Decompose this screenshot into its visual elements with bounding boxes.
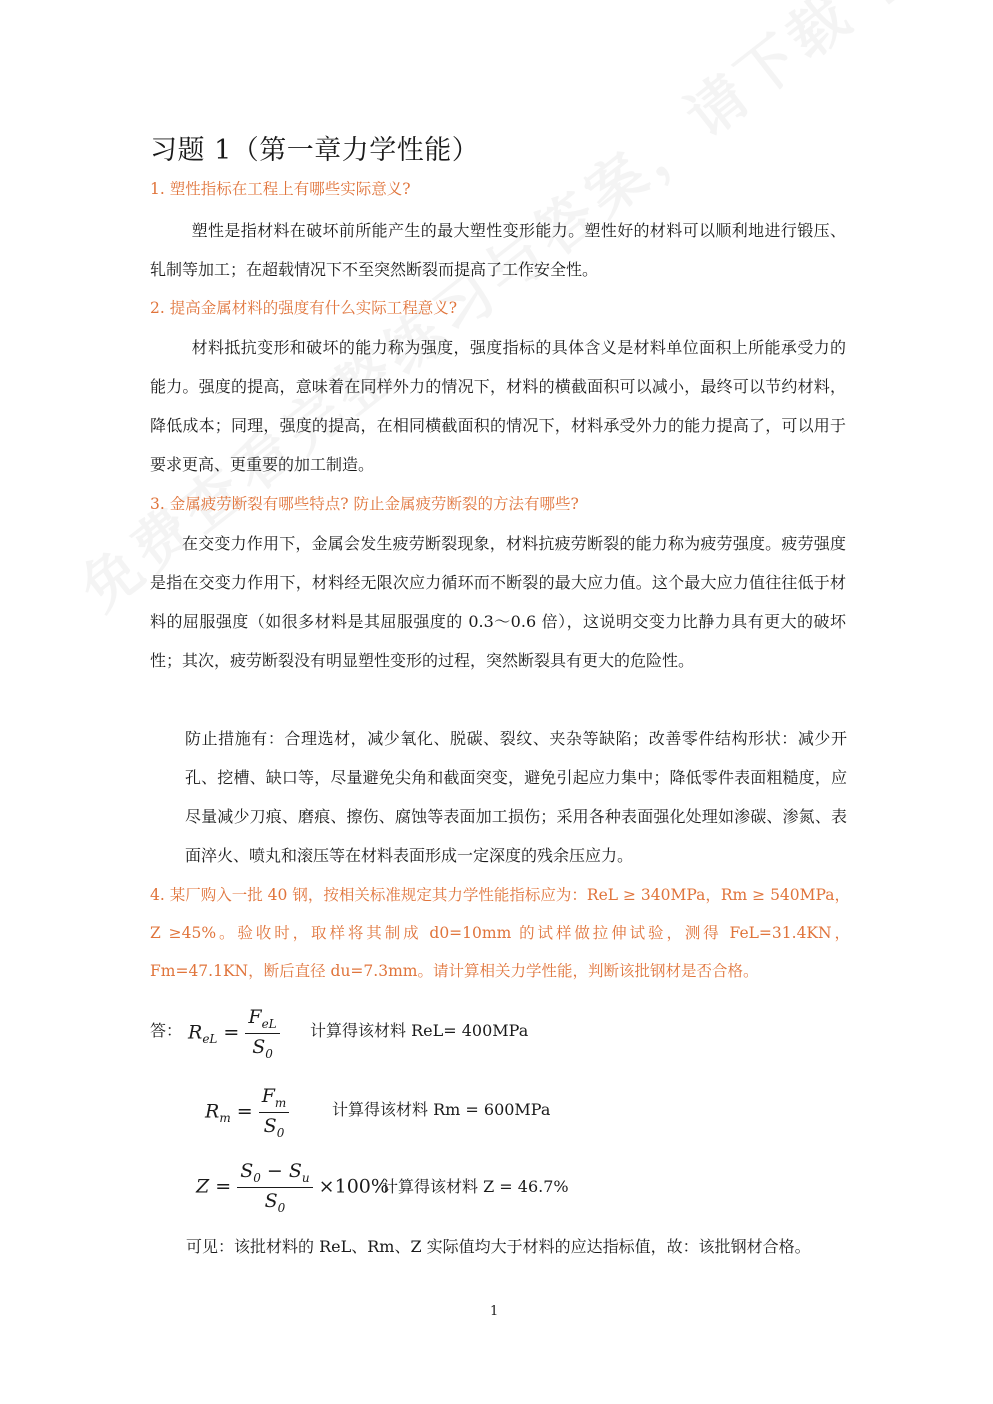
formula-z: Z = $\frac{S_0 - S_u}{S_0}$ ×100% (196, 1160, 389, 1215)
answer-label: 答： (150, 1021, 183, 1040)
question-4: 4. 某厂购入一批 40 钢，按相关标准规定其力学性能指标应为：ReL ≥ 340MPa，Rm ≥ 540MPa，Z ≥45%。验收时，取样将其制成 d0=10mm 的试样做拉伸试验，测得 FeL=31.4KN，Fm=47.1KN，断后直径 du=7.3mm。请计算相关力学性能，判断该批钢材是否合格。 (150, 886, 850, 980)
conclusion: 可见：该批材料的 ReL、Rm、Z 实际值均大于材料的应达指标值，故：该批钢材合格。 (186, 1237, 811, 1256)
answer-2: 材料抵抗变形和破坏的能力称为强度，强度指标的具体含义是材料单位面积上所能承受力的能力。强度的提高，意味着在同样外力的情况下，材料的横截面积可以减小，最终可以节约材料，降低成本；同理，强度的提高，在相同横截面积的情况下，材料承受外力的能力提高了，可以用于要求更高、更重要的加工制造。 (150, 338, 846, 474)
result-z: 计算得该材料 Z = 46.7% (382, 1177, 569, 1196)
formula-row-rm (205, 1085, 845, 1145)
question-1: 1. 塑性指标在工程上有哪些实际意义? (150, 180, 411, 198)
formula-rm: $R_m$ = $\frac{F_m}{S_0}$ (205, 1085, 289, 1140)
answer-3: 在交变力作用下，金属会发生疲劳断裂现象，材料抗疲劳断裂的能力称为疲劳强度。疲劳强度是指在交变力作用下，材料经无限次应力循环而不断裂的最大应力值。这个最大应力值往往低于材料的屈服强度（如很多材料是其屈服强度的 0.3～0.6 倍），这说明交变力比静力具有更大的破坏性；其次，疲劳断裂没有明显塑性变形的过程，突然断裂具有更大的危险性。 (150, 534, 846, 670)
answer-1: 塑性是指材料在破坏前所能产生的最大塑性变形能力。塑性好的材料可以顺利地进行锻压、轧制等加工；在超载情况下不至突然断裂而提高了工作安全性。 (150, 221, 846, 279)
result-rm: 计算得该材料 Rm = 600MPa (332, 1100, 551, 1119)
formula-rel: $R_{eL}$ = $\frac{F_{eL}}{S_0}$ (188, 1006, 280, 1061)
question-3: 3. 金属疲劳断裂有哪些特点? 防止金属疲劳断裂的方法有哪些? (150, 495, 579, 513)
result-rel: 计算得该材料 ReL= 400MPa (310, 1021, 529, 1040)
prevention-text: 防止措施有：合理选材，减少氧化、脱碳、裂纹、夹杂等缺陷；改善零件结构形状：减少开孔、挖槽、缺口等，尽量避免尖角和截面突变，避免引起应力集中；降低零件表面粗糙度，应尽量减少刀痕、磨痕、擦伤、腐蚀等表面加工损伤；采用各种表面强化处理如渗碳、渗氮、表面淬火、喷丸和滚压等在材料表面形成一定深度的残余压应力。 (185, 729, 847, 865)
question-2: 2. 提高金属材料的强度有什么实际工程意义? (150, 299, 458, 317)
formula-row-rel (150, 1006, 850, 1066)
answer-3-prevention (185, 719, 847, 875)
page-number: 1 (490, 1304, 499, 1319)
formula-row-z (196, 1160, 846, 1220)
page-title: 习题 1（第一章力学性能） (150, 135, 480, 166)
